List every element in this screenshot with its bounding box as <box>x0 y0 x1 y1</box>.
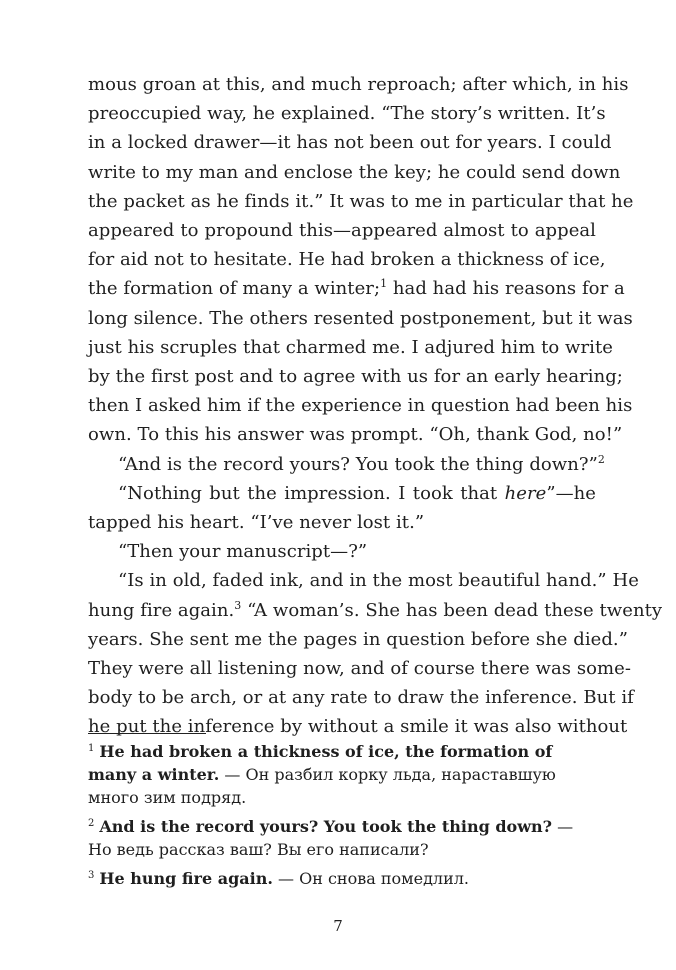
text-line: by the first post and to agree with us for an early hearing; <box>88 366 623 388</box>
main-text <box>88 70 663 742</box>
footnote-divider <box>88 733 206 734</box>
footnote-3 <box>88 867 596 890</box>
text-line: “Is in old, faded ink, and in the most beautiful hand.” He <box>118 570 639 592</box>
text-line: body to be arch, or at any rate to draw the inference. But if <box>88 687 634 709</box>
footnote-english: He had broken a thickness of ice, the formation of many a winter. <box>88 742 553 784</box>
page-number: 7 <box>333 917 343 935</box>
text-fragment: had had his reasons for a <box>387 278 625 300</box>
text-line <box>88 479 596 508</box>
text-fragment: “A woman’s. She has been dead these twenty <box>241 599 663 621</box>
footnote-english: And is the record yours? You took the thing down? <box>99 817 553 836</box>
text-line: tapped his heart. “I’ve never lost it.” <box>88 512 425 534</box>
footnote-russian: — Но ведь рассказ ваш? Вы его написали? <box>88 817 574 859</box>
text-line: just his scruples that charmed me. I adjured him to write <box>88 336 613 358</box>
text-line <box>88 596 663 625</box>
text-line: They were all listening now, and of course there was some- <box>88 658 631 680</box>
footnotes <box>88 740 596 896</box>
text-line <box>88 450 605 479</box>
text-line <box>88 274 625 303</box>
text-fragment: the formation of many a winter; <box>88 278 381 300</box>
footnote-russian: — Он снова помедлил. <box>272 869 469 888</box>
text-line: the packet as he finds it.” It was to me in particular that he <box>88 190 634 212</box>
text-fragment: “And is the record yours? You took the thing down?” <box>118 453 598 475</box>
text-line: in a locked drawer—it has not been out for years. I could <box>88 132 612 154</box>
footnote-english: He hung fire again. <box>99 869 273 888</box>
footnote-russian: — Он разбил корку льда, нараставшую много зим подряд. <box>88 765 556 807</box>
text-line: then I asked him if the experience in question had been his <box>88 395 633 417</box>
footnote-2 <box>88 815 596 861</box>
footnote-1 <box>88 740 596 809</box>
text-line: he put the inference by without a smile it was also without <box>88 716 628 738</box>
text-fragment: ”—he <box>546 482 596 504</box>
text-line: years. She sent me the pages in question before she died.” <box>88 628 628 650</box>
footnote-marker: 1 <box>88 743 95 754</box>
text-fragment: “Nothing but the impression. I took that <box>118 482 498 504</box>
emphasis-text: here <box>504 482 547 504</box>
text-line: “Then your manuscript—?” <box>118 541 368 563</box>
text-line: for aid not to hesitate. He had broken a thickness of ice, <box>88 249 606 271</box>
text-line: write to my man and enclose the key; he could send down <box>88 161 621 183</box>
text-fragment: hung fire again. <box>88 599 235 621</box>
text-line: own. To this his answer was prompt. “Oh, thank God, no!” <box>88 424 623 446</box>
text-line: appeared to propound this—appeared almost to appeal <box>88 220 596 242</box>
text-line: mous groan at this, and much reproach; after which, in his <box>88 74 629 95</box>
text-line: preoccupied way, he explained. “The story’s written. It’s <box>88 103 606 125</box>
footnote-marker: 2 <box>88 818 95 829</box>
footnote-ref-1: 1 <box>380 277 388 291</box>
text-line: long silence. The others resented postponement, but it was <box>88 307 633 329</box>
footnote-ref-2: 2 <box>597 452 605 466</box>
footnote-ref-3: 3 <box>234 598 242 612</box>
footnote-marker: 3 <box>88 870 95 881</box>
